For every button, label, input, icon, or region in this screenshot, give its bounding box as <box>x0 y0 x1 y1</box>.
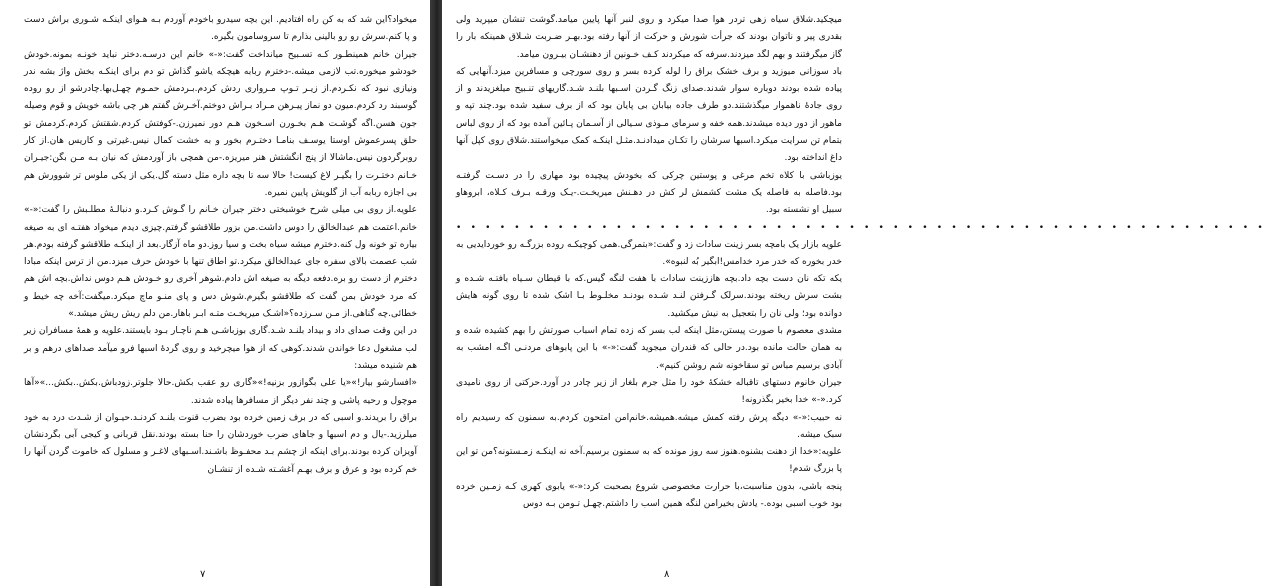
paragraph: در این وقت صدای داد و بیداد بلنـد شـد.گاری بوزباشـی هـم ناچـار بـود بایستند.علویه و همهٔ مسافران زیر لب مشغول دعا خواندن شدند.کوهی که از هوا میچرخید و روی گردهٔ اسبها فرو میآمد صداهای درهم و بر هم شنیده میشد: <box>24 326 417 371</box>
paragraph: پنجه باشی، بدون مناسبت،با حرارت مخصوصی شروع بصحبت کرد:«-» یابوی کهری کـه زمـین خرده بود خوب اسبی بوده.- یادش بخیرامن لنگه همین اسب را داشتم.چهـل تـومن بـه دوس <box>456 481 842 510</box>
paragraph: یوزباشی با کلاه تخم مرغی و پوستین چرکی که بخودش پیچیده بود مهاری را در دسـت گرفتـه بود.فاصله به فاصله یک مشت کشمش لر کش در دهـنش میریخـت.-یـک ورقـه بـرف کـلاه، ابروهاو سبیل او نشسته بود. <box>456 170 842 216</box>
paragraph: یکه تکه نان دست بچه داد.بچه هاززینت سادات با هفت لنگه گیس.که با قیطان سـیاه بافتـه شـده و بشت سرش ریخته بودند.سرلک گـرفتن لنـد شـده بودنـد مخلـوط بـا اشک شده تا روی گونه هایش دوانده بود؛ ولی نان را بتعجیل به نیش میکشید. <box>456 274 842 319</box>
paragraph: باد سوزانی میوزید و برف خشک براق را لوله کرده بسر و روی سورچی و مسافرین میزد.آنهایی که پیاده شده بودند دوباره سوار شدند.صدای زنگ گـردن اسـبها بلنـد شـد.گاریهای تنـبیح میلغزیدند و از روی جادهٔ ناهموار میگذشتند.دو طرف جاده بیابان بی پایان بود که از برف سفید شده بود.چند تپه و ماهور از دور دیده میشدند.همه خفه و سرمای مـوذی سـیالی از آسـمان پـائین آمده بود که از روی لباس بتمام تن سرایت میکرد.اسبها سرشان را تکـان میدادنـد.مثـل اینکـه کمک میخواستند.شلاق روی کپل آنها داغ انداخته بود. <box>456 66 842 164</box>
right-page <box>442 0 1266 586</box>
page-number: ۸ <box>664 569 670 580</box>
paragraph: براق را بریدند.و اسبی که در برف زمین خرده بود بضرب قنوت بلنـد کردنـد.حیـوان از شـدت درد به خود میلرزید.-یال و دم اسبها و جاهای ضرب خوردشان را حنا بسته بودند.نقل قربانی و کیجی آبی بگردنشان آویزان کرده بودند.برای اینکه از چشم بـد محفـوظ باشـند.اسـبهای لاغـر و مسلول که خاموت گردن آنها را خم کرده بود و عرق و برف بهـم آغشـته شـده از تنشـان <box>24 412 417 475</box>
paragraph: میچکید.شلاق سیاه زهی تردر هوا صدا میکرد و روی لنبر آنها پایین میامد.گوشت تنشان میپرید ولی بقدری پیر و ناتوان بودند که جرأت شورش و حرکت از آنها رفته بود.بهـر ضـربت شـلاق همینکه بار را گاز میگرفتند و بهم لگد میزدند.سرفه که میکردند کـف خـونین از دهنشـان بیـرون میامد. <box>456 15 842 60</box>
paragraph: علویه.از روی بی میلی شرح خوشبختی دختر جیران خـانم را گـوش کـرد.و دنبالـهٔ مطلـبش را گفت:«-» خانم.اعتمت هم عبدالخالق را دوس داشت.من بزور طلاقشو گرفتم.چیزی دیدم میخواد هفتـه ای به صیغه بیاره تو خونه ول کنه.دخترم میشه سیاه بخت و سیا روز.دو ماه آزگار.بعد از اینکـه طلاقشو گرفته بودم.هر شب عصمت بالای سفره جای عبدالخالق میکرد.تو اطاق تنها با خودش حرف میزد.من از ترس اینکه مبادا دخترم از دست رو بره.دفعه دیگه به صیغه اش دادم.شوهر آخری رو خـودش هـم دوس نداش.بچه اش هم که مرد خودش بمن گفت که طلاقشو بگیرم.شوش دس و پای منـو ماچ میکرد.میگفت:آخه چه خیط و خطائی.چه گناهی.از مـن سـرزده؟«اشـک میریخـت متـه ابـر باهار.من دلم ریش ریش میشد.» <box>24 205 417 320</box>
page-number: ۷ <box>200 569 206 580</box>
left-page-text <box>24 12 417 479</box>
paragraph: میخواد؟این شد که به کن راه افتادیم. این بچه سیدرو باخودم آوردم بـه هـوای اینکـه شـوری براش دست و پا کنم.سرش رو رو بالینی بذارم تا سروسامون بگیره. <box>24 15 417 43</box>
paragraph: جیران خانم همینطـور کـه تسـبیح میانداخت گفت:«-» خانم این درسـه.دختر نباید خونـه بمونه.خودش خودشو میخوره.تب لازمی میشه.-دخترم ربابه هیچکه یاشو گذاش تو دم برای اینکـه بخش واژ بشه ندر ونیازی نبود که نکـردم.از زیـر تـوپ مـرواری ردش کردم.بـردمش حمـوم چهـل‌بها.چادرشو از رو روده گوسبند رد کردم.میون دو نماز پیـرهن مـراد بـراش دوختم.آخـرش گفتم هر چی باشه خویش و قوم وصیله جون هسن.اگه گوشـت هـم بخـورن اسـخون هـم دور نمیرزن.-کوفتش کردم.شقتش کردم.کردمش تو حلق پسرعموش اوستا یوسـف بنامـا دختـرم بخور و به خشت کمال نیس.غیرتی و کاریس هان.از کار روبرگردون نیس.ماشالا از پنج انگشتش هنر میریزه.-من همچی باز آوردمش که نیان بـه مـن بگن:جیـران خـانم دختـرت را بگیـر لاغ کیست! حالا سه تا بچه داره مثل دسته گل.یکی از یکی ملوس تر شوورش هم بی اجازه ربابه آب از گلویش پایین نمیره. <box>24 49 417 198</box>
left-page <box>0 0 430 586</box>
paragraph: «افسارشو بیار!»«یا علی بگوازور بزنیه!»«گاری رو عقب بکش.حالا جلوتر.زودباش.بکش..بکش...»«آها موچول و رحیه پاشی و چند نفر دیگر از مسافرها پیاده شدند. <box>24 378 417 406</box>
book-spine <box>430 0 442 586</box>
paragraph: علویه بازار یک بامچه بسر زینت سادات زد و گفت:«بتمرگی.همی کوچیکـه روده بزرگـه رو خوردایدیی به خدر بخوره که خدر مرد خدامس!ابگیر بُه لنبوه». <box>456 239 842 267</box>
paragraph: نه حبیب:«-» دیگه پرش رفته کمش میشه.همیشه.خانم‌امن امتحون کردم.به سمنون که رسیدیم راه سبک میشه. <box>456 412 842 440</box>
paragraph: علویه:«خدا از دهنت بشنوه.هنوز سه روز مونده که به سمنون برسیم.آخه نه اینکـه زمـستونه؟من تو این پا بزرگ شدم! <box>456 447 842 475</box>
paragraph: مشدی معصوم با صورت پیستن،مثل اینکه لب بسر که زده تمام اسباب صورتش را بهم کشیده شده و به همان حالت مانده بود.در حالی که قندران میجوید گفت:«-» با این پابوهای مردنـی اگـه امشب به آبادی برسیم مباس تو سقاخونه شم روشن کنیم». <box>456 326 842 371</box>
paragraph: جیران خانوم دستهای تاقباله خشکهٔ خود را مثل جرم بلغار از زیر چادر در آورد.حرکتی از روی نامیدی کرد.«-» خدا بخیر بگذرونه! <box>456 377 842 406</box>
section-separator: • • • • • • • • • • • • • • • • • • • • • • • • • • • • • • • • • • • • • • • • • • • • • • • • • • • • • • • • <box>456 222 1266 233</box>
right-page-text <box>456 12 1266 513</box>
